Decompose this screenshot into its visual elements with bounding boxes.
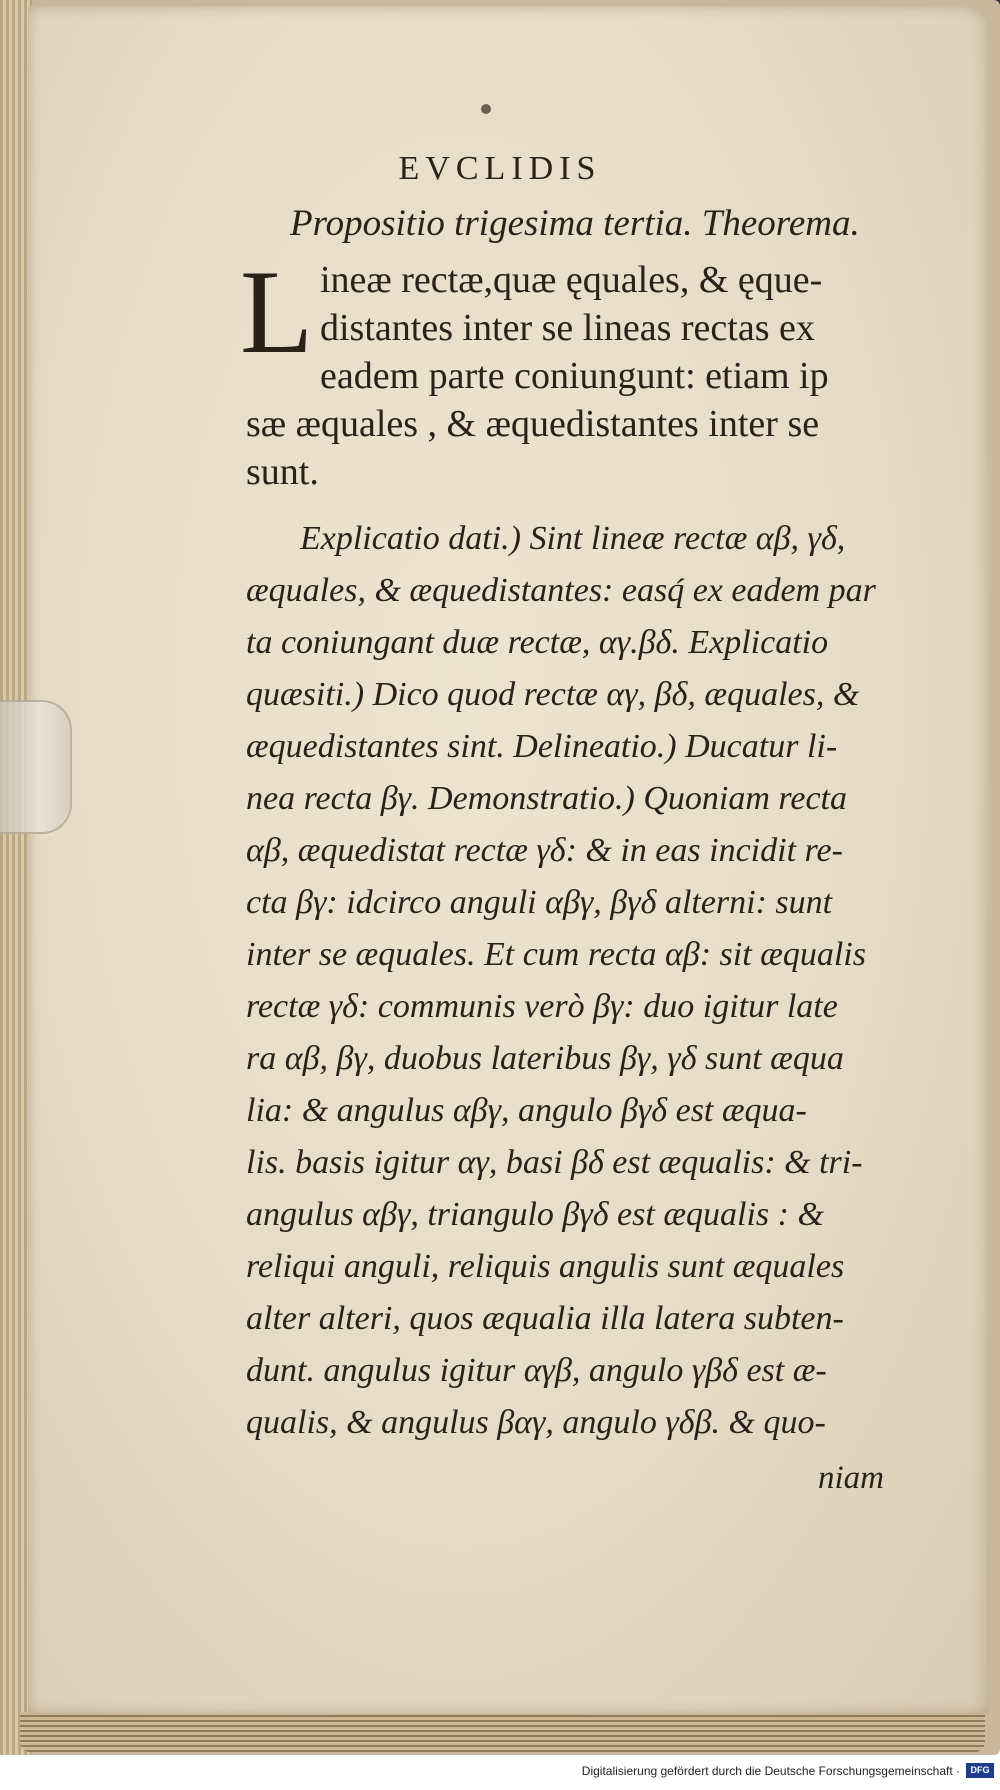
dfg-logo: DFG [966,1763,994,1778]
italic-line: ta coniungant duæ rectæ, αγ.βδ. Explicatio [246,624,829,661]
ink-dot [481,104,491,114]
page-holder-clip [0,700,72,834]
italic-line: lis. basis igitur αγ, basi βδ est æqualis: & tri- [246,1144,863,1181]
drop-capital: L [240,245,314,378]
proposition-title: Propositio trigesima tertia. Theorema. [290,203,860,244]
italic-line: dunt. angulus igitur αγβ, angulo γβδ est æ- [246,1352,827,1389]
roman-line: distantes inter se lineas rectas ex [320,307,815,349]
page-edges-bottom [20,1712,985,1752]
italic-line: αβ, æquedistat rectæ γδ: & in eas incidit re- [246,832,843,869]
italic-line: reliqui anguli, reliquis angulis sunt æquales [246,1248,845,1285]
italic-line: alter alteri, quos æqualia illa latera subten- [246,1300,844,1337]
roman-line: sunt. [246,451,319,493]
italic-line: æquedistantes sint. Delineatio.) Ducatur li- [246,728,838,765]
running-header: EVCLIDIS [398,150,602,187]
italic-line: Explicatio dati.) Sint lineæ rectæ αβ, γδ, [300,520,846,557]
roman-line: eadem parte coniungunt: etiam ip [320,355,829,397]
catchword: niam [818,1460,884,1496]
roman-line: ineæ rectæ,quæ ęquales, & ęque- [320,259,823,301]
italic-line: quæsiti.) Dico quod rectæ αγ, βδ, æquales, & [246,676,860,713]
italic-line: cta βγ: idcirco anguli αβγ, βγδ alterni: sunt [246,884,833,921]
roman-line: sæ æquales , & æquedistantes inter se [246,403,820,445]
italic-line: inter se æquales. Et cum recta αβ: sit æqualis [246,936,866,973]
italic-line: qualis, & angulus βαγ, angulo γδβ. & quo- [246,1404,826,1441]
italic-line: lia: & angulus αβγ, angulo βγδ est æqua- [246,1092,807,1129]
funding-credit: Digitalisierung gefördert durch die Deutsche Forschungsgemeinschaft · [581,1764,960,1778]
italic-line: ra αβ, βγ, duobus lateribus βγ, γδ sunt æqua [246,1040,844,1077]
italic-line: rectæ γδ: communis verò βγ: duo igitur late [246,988,838,1025]
digitization-footer [0,1760,1000,1790]
italic-line: nea recta βγ. Demonstratio.) Quoniam recta [246,780,847,817]
italic-line: æquales, & æquedistantes: easq́ ex eadem par [246,572,876,609]
italic-line: angulus αβγ, triangulo βγδ est æqualis : & [246,1196,824,1233]
